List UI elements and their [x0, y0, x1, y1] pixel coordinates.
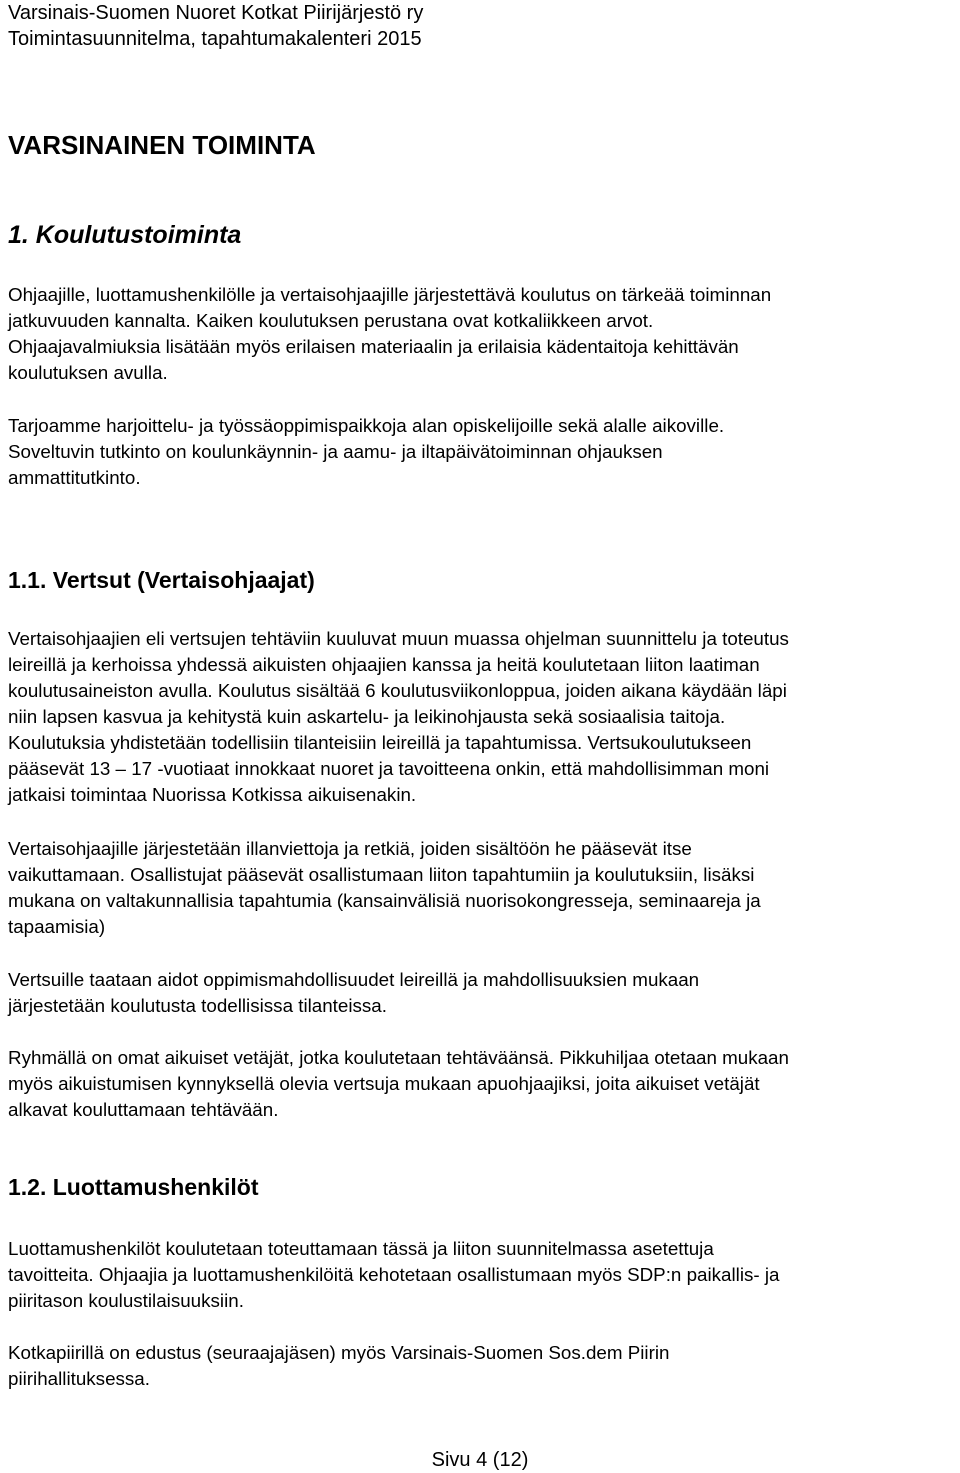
- text-line: tavoitteita. Ohjaajia ja luottamushenkilöitä kehotetaan osallistumaan myös SDP:n paikallis- ja: [8, 1264, 780, 1285]
- text-line: Vertsuille taataan aidot oppimismahdollisuudet leireillä ja mahdollisuuksien mukaan: [8, 969, 700, 990]
- text-line: tapaamisia): [8, 916, 106, 937]
- page-header: [8, 0, 948, 52]
- text-line: Luottamushenkilöt koulutetaan toteuttamaan tässä ja liiton suunnitelmassa asetettuja: [8, 1238, 714, 1259]
- text-line: järjestetään koulutusta todellisissa tilanteissa.: [8, 995, 387, 1016]
- main-heading: VARSINAINEN TOIMINTA: [8, 130, 316, 160]
- text-line: Vertaisohjaajille järjestetään illanviettoja ja retkiä, joiden sisältöön he pääsevät itse: [8, 838, 692, 859]
- text-line: leireillä ja kerhoissa yhdessä aikuisten ohjaajien kanssa ja heitä koulutetaan liiton laatiman: [8, 654, 760, 675]
- section-heading-luottamushenkilot: 1.2. Luottamushenkilöt: [8, 1174, 259, 1200]
- text-line: myös aikuistumisen kynnyksellä olevia vertsuja mukaan apuohjaajiksi, joita aikuiset vetäjät: [8, 1073, 760, 1094]
- text-line: pääsevät 13 – 17 -vuotiaat innokkaat nuoret ja tavoitteena onkin, että mahdollisimman moni: [8, 758, 770, 779]
- text-line: Tarjoamme harjoittelu- ja työssäoppimispaikkoja alan opiskelijoille sekä alalle aikoville.: [8, 415, 725, 436]
- paragraph-vertsut-illanvietot: [8, 836, 953, 940]
- text-line: Ryhmällä on omat aikuiset vetäjät, jotka koulutetaan tehtäväänsä. Pikkuhiljaa otetaan mukaan: [8, 1047, 789, 1068]
- text-line: Kotkapiirillä on edustus (seuraajajäsen) myös Varsinais-Suomen Sos.dem Piirin: [8, 1342, 670, 1363]
- text-line: Ohjaajavalmiuksia lisätään myös erilaisen materiaalin ja erilaisia kädentaitoja kehittävän: [8, 336, 739, 357]
- text-line: jatkaisi toimintaa Nuorissa Kotkissa aikuisenakin.: [8, 784, 417, 805]
- paragraph-piirihallitus: [8, 1340, 953, 1392]
- text-line: Ohjaajille, luottamushenkilölle ja vertaisohjaajille järjestettävä koulutus on tärkeää toiminnan: [8, 284, 772, 305]
- text-line: koulutusaineiston avulla. Koulutus sisältää 6 koulutusviikonloppua, joiden aikana käydään läpi: [8, 680, 787, 701]
- text-line: piiritason koulustilaisuuksiin.: [8, 1290, 244, 1311]
- text-line: piirihallituksessa.: [8, 1368, 150, 1389]
- text-line: vaikuttamaan. Osallistujat pääsevät osallistumaan liiton tapahtumiin ja koulutuksiin, lisäksi: [8, 864, 755, 885]
- text-line: mukana on valtakunnallisia tapahtumia (kansainvälisiä nuorisokongresseja, seminaareja ja: [8, 890, 761, 911]
- header-document-title: Toimintasuunnitelma, tapahtumakalenteri 2015: [8, 28, 422, 50]
- paragraph-vertsut-oppiminen: [8, 967, 953, 1019]
- text-line: Vertaisohjaajien eli vertsujen tehtäviin kuuluvat muun muassa ohjelman suunnittelu ja toteutus: [8, 628, 789, 649]
- section-heading-vertsut: 1.1. Vertsut (Vertaisohjaajat): [8, 567, 315, 593]
- header-organization: Varsinais-Suomen Nuoret Kotkat Piirijärjestö ry: [8, 2, 424, 24]
- paragraph-koulutus-intro: [8, 282, 953, 386]
- paragraph-luottamushenkilot-koulutus: [8, 1236, 953, 1314]
- text-line: niin lapsen kasvua ja kehitystä kuin askartelu- ja leikinohjausta sekä sosiaalisia taitoja.: [8, 706, 726, 727]
- section-heading-koulutustoiminta: 1. Koulutustoiminta: [8, 221, 242, 249]
- paragraph-vertsut-vetajat: [8, 1045, 953, 1123]
- text-line: ammattitutkinto.: [8, 467, 141, 488]
- text-line: Soveltuvin tutkinto on koulunkäynnin- ja aamu- ja iltapäivätoiminnan ohjauksen: [8, 441, 663, 462]
- text-line: Koulutuksia yhdistetään todellisiin tilanteisiin leireillä ja tapahtumissa. Vertsukoulutukseen: [8, 732, 752, 753]
- paragraph-harjoittelupaikat: [8, 413, 953, 491]
- text-line: alkavat kouluttamaan tehtävään.: [8, 1099, 279, 1120]
- page-number: Sivu 4 (12): [431, 1449, 529, 1471]
- paragraph-vertsut-tehtavat: [8, 626, 953, 808]
- text-line: jatkuvuuden kannalta. Kaiken koulutuksen perustana ovat kotkaliikkeen arvot.: [8, 310, 654, 331]
- text-line: koulutuksen avulla.: [8, 362, 168, 383]
